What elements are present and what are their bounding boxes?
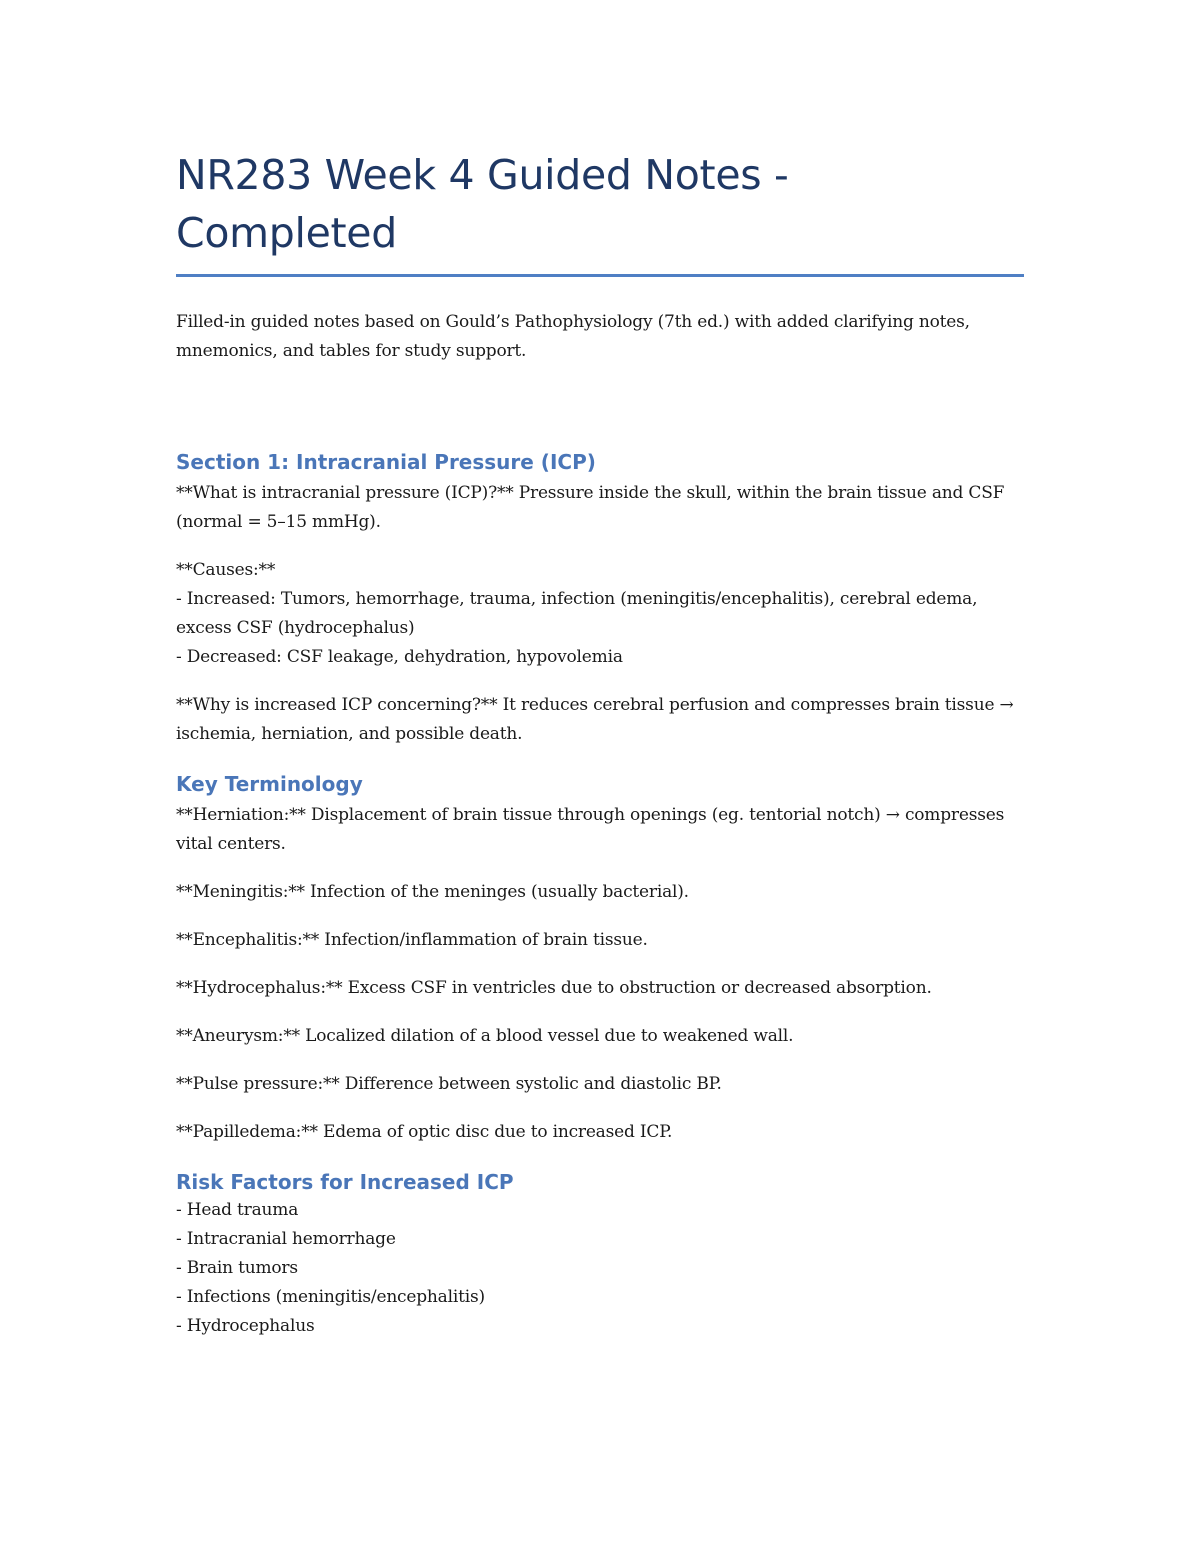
causes-increased: - Increased: Tumors, hemorrhage, trauma, infection (meningitis/encephalitis), cerebral edema, excess CSF (hydrocephalus)	[176, 589, 978, 638]
list-item: - Hydrocephalus	[176, 1316, 315, 1336]
title-line-1: NR283 Week 4 Guided Notes -	[176, 151, 789, 199]
list-item: - Infections (meningitis/encephalitis)	[176, 1287, 485, 1307]
document-page	[176, 146, 1024, 1341]
term-herniation: **Herniation:** Displacement of brain tissue through openings (eg. tentorial notch) → compresses vital centers.	[176, 805, 1005, 854]
list-item: - Head trauma	[176, 1200, 299, 1220]
title-line-2: Completed	[176, 209, 397, 257]
risk-factors-list	[176, 1196, 1024, 1341]
term-pulse-pressure: **Pulse pressure:** Difference between systolic and diastolic BP.	[176, 1074, 722, 1094]
why-concerning: **Why is increased ICP concerning?** It reduces cerebral perfusion and compresses brain tissue → ischemia, herniation, and possible death.	[176, 695, 1014, 744]
title-underline	[176, 274, 1024, 277]
section1-heading: Section 1: Intracranial Pressure (ICP)	[176, 450, 596, 474]
term-hydrocephalus: **Hydrocephalus:** Excess CSF in ventricles due to obstruction or decreased absorption.	[176, 978, 932, 998]
causes-block	[176, 556, 1024, 672]
document-subtitle: Filled-in guided notes based on Gould’s Pathophysiology (7th ed.) with added clarifying notes, mnemonics, and tables for study support.	[176, 312, 970, 361]
term-aneurysm: **Aneurysm:** Localized dilation of a blood vessel due to weakened wall.	[176, 1026, 794, 1046]
key-terminology-heading: Key Terminology	[176, 772, 363, 796]
document-title	[176, 146, 1024, 262]
risk-factors-heading: Risk Factors for Increased ICP	[176, 1170, 514, 1194]
list-item: - Intracranial hemorrhage	[176, 1229, 396, 1249]
causes-decreased: - Decreased: CSF leakage, dehydration, hypovolemia	[176, 647, 623, 667]
term-encephalitis: **Encephalitis:** Infection/inflammation of brain tissue.	[176, 930, 648, 950]
causes-label: **Causes:**	[176, 560, 276, 580]
term-meningitis: **Meningitis:** Infection of the meninges (usually bacterial).	[176, 882, 689, 902]
list-item: - Brain tumors	[176, 1258, 298, 1278]
term-papilledema: **Papilledema:** Edema of optic disc due to increased ICP.	[176, 1122, 673, 1142]
icp-definition: **What is intracranial pressure (ICP)?** Pressure inside the skull, within the brain tissue and CSF (normal = 5–15 mmHg).	[176, 483, 1005, 532]
